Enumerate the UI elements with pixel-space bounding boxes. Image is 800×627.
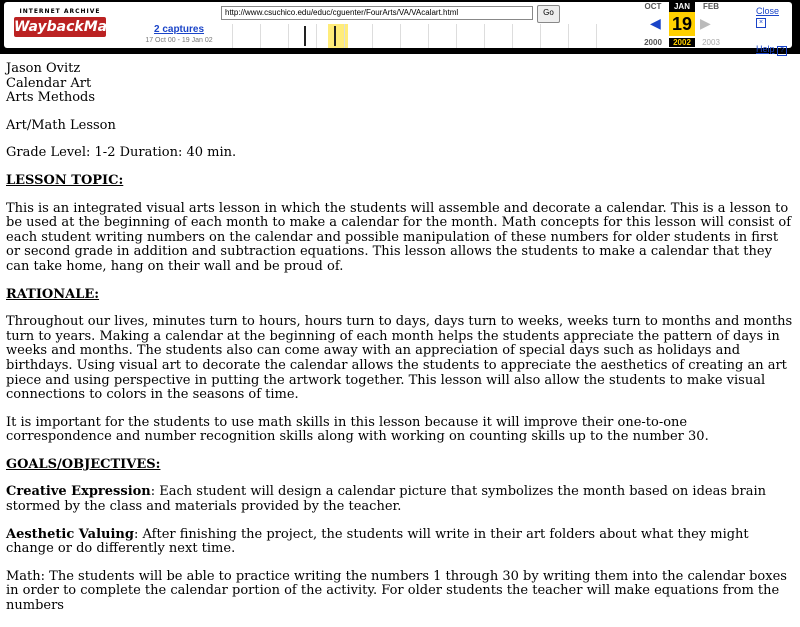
timeline-tick: [428, 24, 429, 48]
prev-month-link[interactable]: OCT: [644, 2, 662, 11]
lesson-document: [6, 62, 794, 627]
next-month: FEB: [703, 2, 719, 11]
help-icon[interactable]: ?: [777, 46, 787, 56]
prev-capture-arrow-icon[interactable]: ◀: [650, 15, 661, 31]
timeline-tick: [512, 24, 513, 48]
timeline-tick: [372, 24, 373, 48]
timeline-tick: [288, 24, 289, 48]
lesson-topic-heading: LESSON TOPIC:: [6, 172, 124, 188]
url-input[interactable]: http://www.csuchico.edu/educ/cguenter/FourArts/VA/VAcalart.html: [221, 6, 533, 20]
lesson-type: Art/Math Lesson: [6, 117, 116, 133]
current-year: 2002: [669, 38, 695, 47]
rationale-heading: RATIONALE:: [6, 286, 100, 302]
goal-creative-expression: [6, 485, 794, 514]
document-title: Calendar Art: [6, 75, 92, 91]
current-month: JAN: [669, 2, 695, 12]
timeline-tick: [568, 24, 569, 48]
timeline-tick: [232, 24, 233, 48]
timeline-capture-mark[interactable]: [304, 26, 306, 46]
timeline-tick: [260, 24, 261, 48]
math-objective: Math: The students will be able to practice writing the numbers 1 through 30 by writing them into the calendar boxes in order to complete the calendar portion of the activity. For older students the teacher will make equations from the numbers: [6, 568, 787, 614]
goal-2-text: : After finishing the project, the students will write in their art folders about what they might change or do differently next time.: [6, 526, 749, 557]
goals-heading: GOALS/OBJECTIVES:: [6, 456, 161, 472]
logo-internet-archive-text: INTERNET ARCHIVE: [19, 8, 101, 15]
wayback-toolbar-panel: [4, 2, 792, 54]
timeline-tick: [400, 24, 401, 48]
capture-timeline[interactable]: [228, 24, 628, 48]
timeline-tick: [596, 24, 597, 48]
captures-link[interactable]: 2 captures: [153, 24, 205, 35]
help-link[interactable]: Help: [756, 44, 775, 54]
timeline-highlight: [328, 24, 348, 48]
goal-aesthetic-valuing: [6, 528, 794, 557]
current-day: 19: [669, 12, 695, 36]
toolbar-links: [756, 6, 790, 56]
next-capture-arrow-icon: ▶: [700, 15, 711, 31]
timeline-tick: [344, 24, 345, 48]
wayback-toolbar: [0, 0, 800, 54]
calendar-navigator: [640, 2, 724, 48]
captures-info: [134, 24, 224, 44]
timeline-capture-mark[interactable]: [334, 26, 336, 46]
course-name: Arts Methods: [6, 90, 96, 106]
grade-duration: Grade Level: 1-2 Duration: 40 min.: [6, 145, 237, 161]
logo-wayback-machine-text: WaybackMachine: [14, 19, 150, 35]
close-link[interactable]: Close: [756, 6, 780, 16]
timeline-tick: [316, 24, 317, 48]
wayback-logo[interactable]: [14, 8, 150, 44]
next-year: 2003: [702, 38, 720, 47]
goal-1-text: : Each student will design a calendar picture that symbolizes the month based on ideas brain stormed by the class and materials provided by the teacher.: [6, 484, 766, 515]
rationale-paragraph-2: It is important for the students to use math skills in this lesson because it will improve their one-to-one correspondence and number recognition skills along with working on counting skills up to the number 30.: [6, 414, 709, 445]
prev-year-link[interactable]: 2000: [644, 38, 662, 47]
author-name: Jason Ovitz: [6, 61, 81, 76]
goal-1-label: Creative Expression: [6, 484, 151, 500]
close-icon[interactable]: ×: [756, 18, 766, 28]
timeline-tick: [484, 24, 485, 48]
go-button[interactable]: Go: [537, 5, 560, 23]
lesson-topic-text: This is an integrated visual arts lesson in which the students will assemble and decorate a calendar. This is a lesson to be used at the beginning of each month to make a calendar for the month. Math concepts for this lesson will consist of each student writing numbers on the calendar and possible manipulation of these numbers for older students in first or second grade in addition and subtraction equations. This lesson allows the students to make a calendar that they can take home, hang on their wall and be proud of.: [6, 200, 792, 274]
timeline-tick: [456, 24, 457, 48]
goal-2-label: Aesthetic Valuing: [6, 526, 134, 542]
timeline-tick: [540, 24, 541, 48]
rationale-paragraph-1: Throughout our lives, minutes turn to hours, hours turn to days, days turn to weeks, weeks turn to months and months turn to years. Making a calendar at the beginning of each month helps the students appreciate the pattern of days in weeks and months. The students also can come away with an appreciation of special days such as holidays and birthdays. Using visual art to decorate the calendar allows the students to appreciate the aesthetics of creating an art piece and using perspective in putting the artwork together. This lesson will also allow the students to make visual connections to colors in the seasons of time.: [6, 314, 793, 403]
captures-range: 17 Oct 00 - 19 Jan 02: [145, 37, 213, 44]
